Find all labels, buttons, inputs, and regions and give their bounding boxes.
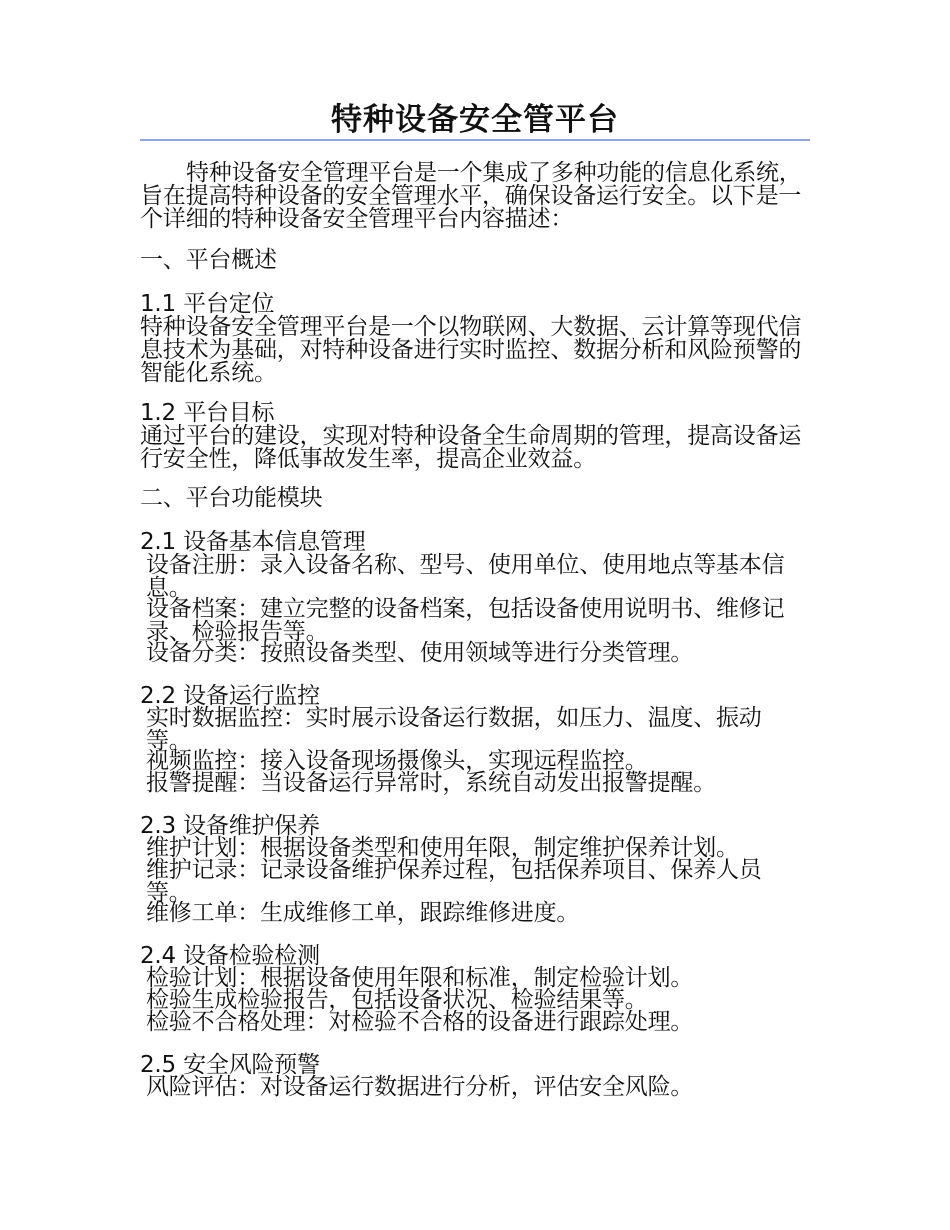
subsection-heading-1-1: 1.1 平台定位 xyxy=(140,291,275,317)
subsection-heading-2-4: 2.4 设备检验检测 xyxy=(140,943,320,969)
subsection-text-1-2: 通过平台的建设，实现对特种设备全生命周期的管理，提高设备运行安全性，降低事故发生率，提高企业效益。 xyxy=(140,423,802,472)
list-item: 检验生成检验报告，包括设备状况、检验结果等。 xyxy=(146,987,648,1013)
section-heading-modules: 二、平台功能模块 xyxy=(140,485,323,511)
subsection-heading-2-2: 2.2 设备运行监控 xyxy=(140,683,320,709)
section-heading-overview: 一、平台概述 xyxy=(140,247,277,273)
subsection-heading-2-3: 2.3 设备维护保养 xyxy=(140,813,320,839)
list-item: 维护记录：记录设备维护保养过程，包括保养项目、保养人员等。 xyxy=(146,857,762,906)
list-item: 实时数据监控：实时展示设备运行数据，如压力、温度、振动等。 xyxy=(146,705,762,754)
list-item: 设备注册：录入设备名称、型号、使用单位、使用地点等基本信息。 xyxy=(146,552,785,601)
subsection-heading-2-5: 2.5 安全风险预警 xyxy=(140,1052,320,1078)
list-item: 维修工单：生成维修工单，跟踪维修进度。 xyxy=(146,900,580,926)
title-underline xyxy=(140,139,810,141)
list-item: 设备档案：建立完整的设备档案，包括设备使用说明书、维修记录、检验报告等。 xyxy=(146,596,785,645)
list-item: 检验计划：根据设备使用年限和标准，制定检验计划。 xyxy=(146,965,694,991)
subsection-text-1-1: 特种设备安全管理平台是一个以物联网、大数据、云计算等现代信息技术为基础，对特种设备进行实时监控、数据分析和风险预警的智能化系统。 xyxy=(140,314,802,386)
list-item: 维护计划：根据设备类型和使用年限，制定维护保养计划。 xyxy=(146,835,739,861)
subsection-heading-2-1: 2.1 设备基本信息管理 xyxy=(140,529,366,555)
subsection-heading-1-2: 1.2 平台目标 xyxy=(140,400,275,426)
list-item: 风险评估：对设备运行数据进行分析，评估安全风险。 xyxy=(146,1074,694,1100)
list-item: 报警提醒：当设备运行异常时，系统自动发出报警提醒。 xyxy=(146,770,717,796)
list-item: 检验不合格处理：对检验不合格的设备进行跟踪处理。 xyxy=(146,1009,694,1035)
list-item: 设备分类：按照设备类型、使用领域等进行分类管理。 xyxy=(146,640,694,666)
list-item: 视频监控：接入设备现场摄像头，实现远程监控。 xyxy=(146,748,648,774)
page-title: 特种设备安全管平台 xyxy=(331,102,619,138)
intro-paragraph: 特种设备安全管理平台是一个集成了多种功能的信息化系统，旨在提高特种设备的安全管理水平，确保设备运行安全。以下是一个详细的特种设备安全管理平台内容描述： xyxy=(140,160,802,232)
